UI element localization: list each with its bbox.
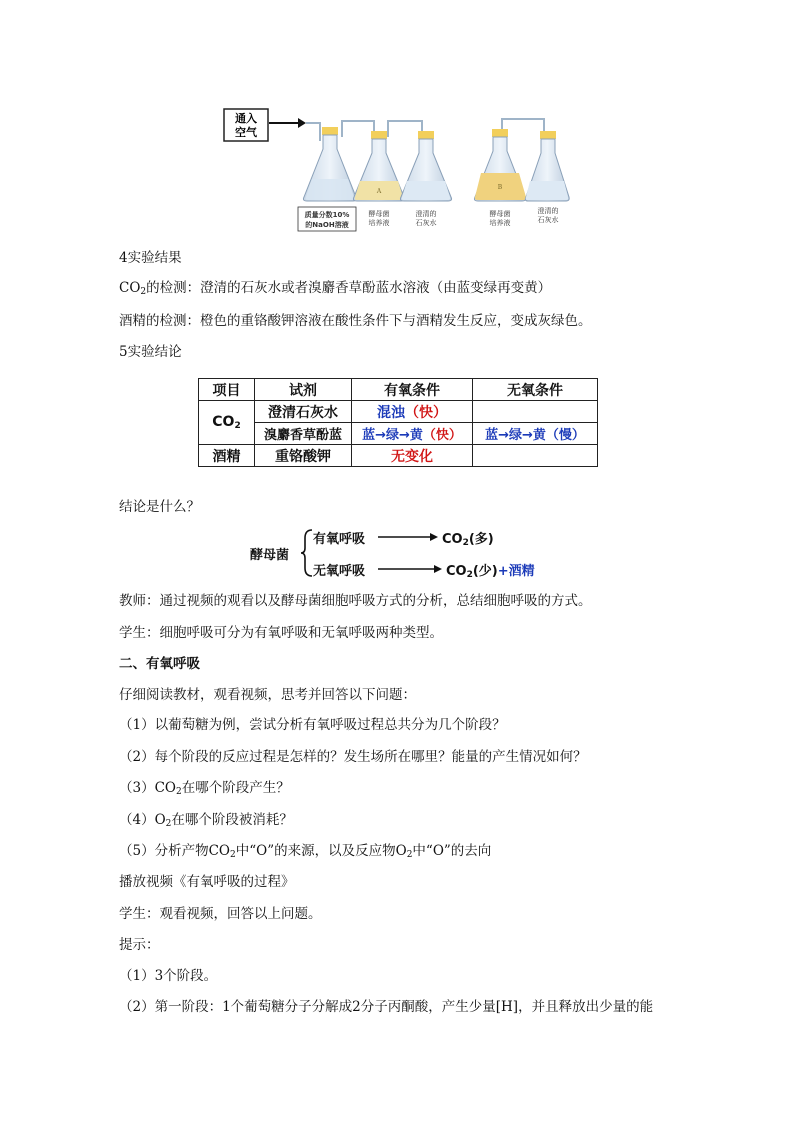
- yeast-caption-b-2: 培养液: [489, 219, 511, 227]
- question-5: （5）分析产物$CO_2$中“O”的来源，以及反应物$O_2$中“O”的去向: [119, 843, 492, 860]
- flask-b-letter: B: [497, 184, 503, 191]
- reagent-dichromate: 重铬酸钾: [255, 445, 352, 467]
- yeast-flask-a: [353, 131, 404, 201]
- play-video-line: 播放视频《有氧呼吸的过程》: [119, 874, 295, 890]
- question-1: （1）以葡萄糖为例，尝试分析有氧呼吸过程总共分为几个阶段？: [119, 717, 506, 733]
- yeast-label: 酵母菌: [250, 548, 290, 563]
- respiration-diagram: [250, 522, 550, 582]
- header-item: 项目: [199, 379, 255, 401]
- alcohol-detection-line: 酒精的检测：橙色的重铬酸钾溶液在酸性条件下与酒精发生反应，变成灰绿色。: [119, 313, 592, 329]
- naoh-flask: [303, 127, 356, 201]
- table-row: [199, 423, 598, 445]
- aerobic-arrow: [378, 532, 440, 542]
- result-table: [198, 378, 598, 467]
- reagent-lime-water: 澄清石灰水: [255, 401, 352, 423]
- naoh-caption-box: [298, 207, 356, 231]
- yeast-caption-b-1: 酵母菌: [489, 210, 511, 218]
- dichromate-aerobic-result: 无变化: [352, 445, 473, 467]
- bromothymol-aerobic-result: 蓝→绿→黄（快）: [352, 423, 473, 445]
- co2-detection-line: $CO_2$的检测：澄清的石灰水或者溴麝香草酚蓝水溶液（由蓝变绿再变黄）: [119, 280, 552, 297]
- yeast-caption-a-2: 培养液: [368, 219, 390, 227]
- teacher-line: 教师：通过视频的观看以及酵母菌细胞呼吸方式的分析，总结细胞呼吸的方式。: [119, 593, 592, 609]
- header-anaerobic: 无氧条件: [473, 379, 598, 401]
- anaerobic-arrow: [378, 564, 444, 574]
- section5-heading: 5实验结论: [119, 344, 182, 360]
- answer-1: （1）3个阶段。: [119, 968, 218, 984]
- section4-heading: 4实验结果: [119, 250, 182, 266]
- header-reagent: 试剂: [255, 379, 352, 401]
- brace: [300, 528, 314, 578]
- table-row: [199, 445, 598, 467]
- yeast-caption-a-1: 酵母菌: [368, 210, 390, 218]
- air-input-label-1: 通入: [235, 112, 257, 125]
- aerobic-label: 有氧呼吸: [313, 532, 366, 547]
- student-line-2: 学生：观看视频，回答以上问题。: [119, 906, 322, 922]
- lime-water-flask-2: [525, 131, 569, 201]
- apparatus-figure: [222, 103, 570, 233]
- table-row: [199, 401, 598, 423]
- answer-2: （2）第一阶段：1个葡萄糖分子分解成2分子丙酮酸，产生少量[H]，并且释放出少量的能: [119, 999, 654, 1015]
- reagent-bromothymol: 溴麝香草酚蓝: [255, 423, 352, 445]
- bromothymol-anaerobic-result: 蓝→绿→黄（慢）: [473, 423, 598, 445]
- alcohol-item-cell: 酒精: [199, 445, 255, 467]
- lime-caption-1-1: 澄清的: [415, 210, 437, 218]
- air-arrow: [298, 118, 306, 128]
- lime-anaerobic-result: [473, 401, 598, 423]
- naoh-caption-2: 的NaOH溶液: [305, 221, 349, 229]
- flask-a-letter: A: [376, 188, 382, 195]
- lime-water-flask-1: [400, 131, 451, 201]
- hint-label: 提示：: [119, 937, 160, 953]
- question-4: $(4)O_2$在哪个阶段被消耗？: [119, 812, 293, 829]
- dichromate-anaerobic-result: [473, 445, 598, 467]
- read-instruction: 仔细阅读教材，观看视频，思考并回答以下问题：: [119, 687, 416, 703]
- anaerobic-label: 无氧呼吸: [313, 564, 366, 579]
- aerobic-product: $CO_2$(多): [442, 532, 494, 548]
- student-line-1: 学生：细胞呼吸可分为有氧呼吸和无氧呼吸两种类型。: [119, 625, 443, 641]
- lime-caption-2-2: 石灰水: [537, 216, 559, 224]
- question-3: $(3)CO_2$在哪个阶段产生？: [119, 780, 290, 797]
- header-aerobic: 有氧条件: [352, 379, 473, 401]
- lime-caption-2-1: 澄清的: [537, 207, 559, 215]
- air-input-label-2: 空气: [235, 126, 257, 139]
- conclusion-question: 结论是什么？: [119, 499, 200, 515]
- anaerobic-product: $CO_2$(少)+酒精: [446, 564, 535, 580]
- lime-caption-1-2: 石灰水: [415, 219, 437, 227]
- co2-item-cell: $CO_2$: [199, 401, 255, 445]
- question-2: （2）每个阶段的反应过程是怎样的？发生场所在哪里？能量的产生情况如何？: [119, 749, 587, 765]
- section2-heading: 二、有氧呼吸: [119, 656, 200, 672]
- table-header-row: [199, 379, 598, 401]
- yeast-flask-b: [474, 129, 526, 201]
- lime-aerobic-result: 混浊（快）: [352, 401, 473, 423]
- naoh-caption-1: 质量分数10%: [304, 211, 350, 219]
